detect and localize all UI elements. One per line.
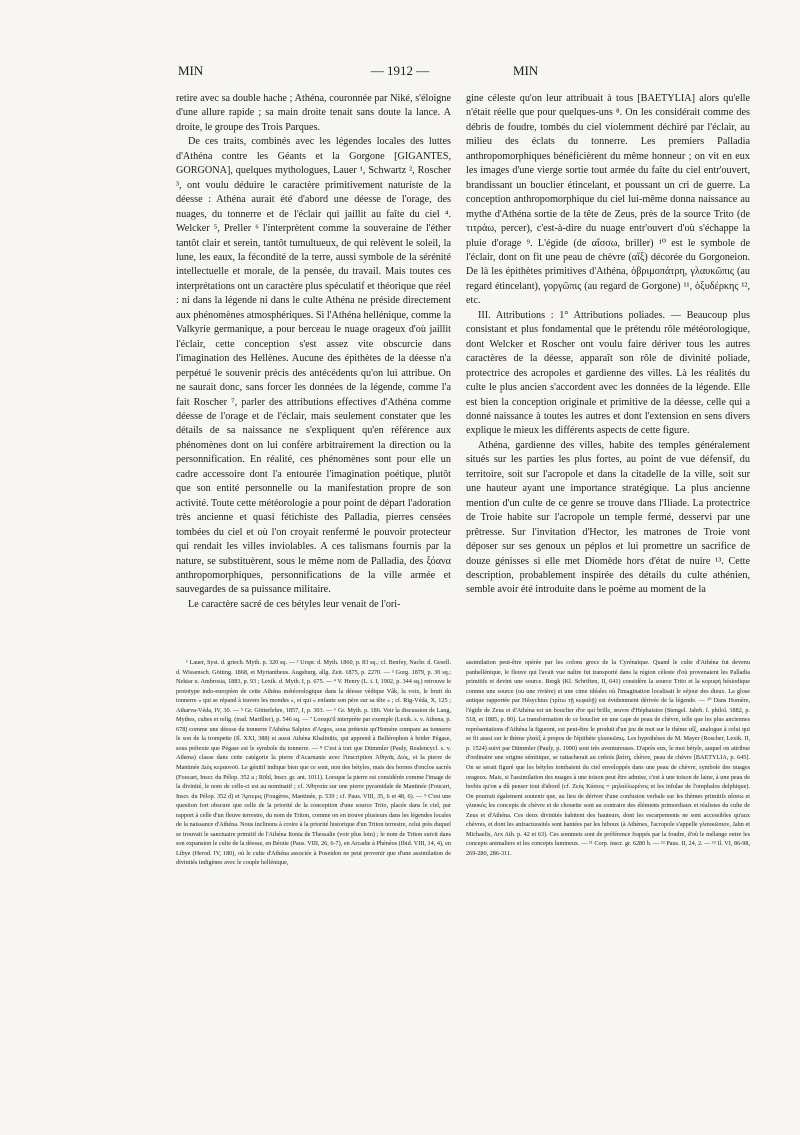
- page-number: — 1912 —: [370, 63, 430, 78]
- paragraph: Le caractère sacré de ces bétyles leur venait de l'ori-: [188, 598, 401, 610]
- paragraph: gine céleste qu'on leur attribuait à tous [BAETYLIA] alors qu'elle n'était réelle que pour quelques-uns ⁸. On les considérait comme des débris de foudre, tombés du ciel violemment déchiré par l'éclair, au milieu des éclats du tonnerre. Les premiers Palladia anthropomorphiques bénéficièrent du même honneur ; on vit en eux les images d'une vierge sortie tout armée du faîte du ciel entr'ouvert, brandissant un bouclier étincelant, et poussant un cri de guerre. La conception anthropomorphique du ciel lui-même donna naissance au mythe d'Athéna sortie de la tête de Zeus, près de la source Trito (de τιτράω, percer), c'est-à-dire du nuage entr'ouvert d'où s'échappe la pluie d'orage ⁹. L'égide (de αἴσσω, briller) ¹⁰ est le symbole de l'éclair, dont on fit une peau de chèvre (αἴξ) décorée du Gorgoneion. De là les épithètes primitives d'Athéna, ὀβριμοπάτρη, γλαυκῶπις (au regard étincelant), γοργῶπις (au regard de Gorgone) ¹¹, ὀξυδέρκης ¹², etc.: [466, 93, 750, 307]
- header-left-word: MIN: [178, 63, 204, 78]
- paragraph: retire avec sa double hache ; Athéna, couronnée par Niké, s'éloigne d'une allure rapide ; sa main droite tenait sans doute la lance. A droite, le groupe des Trois Parques.: [176, 93, 451, 133]
- footnote-block: assimilation peut-être opérée par les colons grecs de la Cyrénaïque. Quand le culte d'Athéna fut devenu panhellénique, le fleuve qui l'avait vue naître fut transporté dans la région céleste d'où provenaient les Palladia primitifs et devint une source. Bergk (Kl. Schriften, II, 641) considère la source Trito et la κορυφή hésiodique comme une source (ou une rivière) et une cime idéales où l'imagination localisait le séjour des dieux. La glose antique rapportée par Hésychius (τρίτω τῇ κεφαλῇ) est évidemment dérivée de la légende. — ¹⁰ Dans Homère, l'égide de Zeus et d'Athéna est un bouclier d'or qui brille, œuvre d'Héphaistos (Stengel. Jahrb. f. philol. 1882, p. 518, et 1885, p. 80). La transformation de ce bouclier en une cape de peau de chèvre, telle que les plus anciennes représentations d'Athéna la figurent, est peut-être le produit d'un jeu de mot sur le thème αἴξ, analogue à celui qui se fit aussi sur le thème γλαύξ à propos de l'épithète γλαυκῶπις. Les hypothèses de M. Mayer (Roscher, Lexik. II, p. 1524) suivi par Dümmler (Pauly, p. 1990) sont très aventureuses. D'après eux, le mot bétyle, auquel on attribue d'ordinaire une origine sémitique, se rattacherait au crétois βαίτη, chèvre, peau de chèvre [BAETYLIA, p. 645]. On se serait figuré que les bétyles tombaient du ciel enveloppés dans une peau de chèvre, symbole des nuages orageux. Mais, si l'assimilation des nuages à une toison peut être admise, c'est à une toison de laine, à une peau de brebis qu'on a dû penser tout d'abord (cf. Ζεὺς Κάσιος = μηλαλλωρένος et les infulae de l'omphalos delphique). On pourrait également soutenir que, au lieu de dériver d'une confusion verbale sur les thèmes primitifs αἴσσω et γλαυκός les concepts de chèvre et de chouette sont au contraire des éléments primordiaux et réalistes du culte de Zeus et d'Athéna. Ces deux divinités habitent des hauteurs, dont les escarpements ne sont accessibles qu'aux chèvres, et dont les anfractuosités sont hantées par les hiboux (à Athènes, l'acropole s'appelle γλαυκῶπιον, Jahn et Michaelis, Arx Ath. p. 42 et 63). Ces sommets sont de préférence frappés par la foudre, d'où le mélange entre les concepts animaliers et les concepts lumineux. — ¹¹ Corp. inscr. gr. 6280 b. — ¹² Paus. II, 24, 2. — ¹³ Il. VI, 86-98, 269-280, 286-311.: [466, 659, 750, 857]
- footnotes-left: [176, 658, 451, 1128]
- footnotes-right: [466, 658, 750, 1128]
- paragraph: De ces traits, combinés avec les légendes locales des luttes d'Athéna contre les Géants et la Gorgone [GIGANTES, GORGONA], quelques mythologues, Lauer ¹, Schwartz ², Roscher ³, ont voulu déduire le caractère primitivement naturiste de la déesse : Athéna aurait été d'abord une déesse de l'orage, des nuages, du tonnerre et de l'éclair qui jaillit au faîte du ciel ⁴. Welcker ⁵, Preller ⁶ l'interprètent comme la souveraine de l'éther tantôt clair et serein, tantôt tumultueux, de qui relèvent le soleil, la lune, les eaux, la fécondité de la terre, aussi symbole de la sérénité intellectuelle et morale, de la pensée, du travail. Mais toutes ces interprétations ont un caractère plus spéculatif et théorique que réel : ni dans la légende ni dans le culte Athéna ne préside directement aux phénomènes atmosphériques. Si l'Athéna hellénique, comme la Valkyrie germanique, a pour berceau le nuage orageux d'où jaillit l'éclair, cette conception s'est assez vite obscurcie dans l'imagination des Hellènes. Aucune des épithètes de la déesse n'a perpétué le souvenir précis des antécédents qu'on lui attribue. On ne saurait donc, sans forcer les données de la légende, comme l'a fait Roscher ⁷, parler des attributions effectives d'Athéna comme déesse de l'orage et de l'éclair, mais seulement constater que les détails de sa naissance ne s'expliquent qu'en référence aux phénomènes dont on lui confère arbitrairement la direction ou la personnification. En réalité, ces phénomènes sont pour elle un cadre accessoire dont l'a entourée l'imagination poétique, plutôt que son entité personnelle ou la manifestation propre de son activité. Toute cette météorologie a pour point de départ l'adoration très ancienne et quasi fétichiste des Palladia, pierres censées tombées du ciel et où l'on croyait renfermé le pouvoir protecteur qui rendait les villes inviolables. A ces talismans fournis par la nature, se substituèrent, sous le même nom de Palladia, des ξόανα anthropomorphiques, personnifications de la ville armée et sauvegardes de sa puissance militaire.: [176, 136, 451, 596]
- paragraph: Athéna, gardienne des villes, habite des temples généralement situés sur les parties les plus fortes, au point de vue défensif, du territoire, soit sur l'acropole et dans la citadelle de la ville, soit sur une hauteur ayant une importance stratégique. La plus ancienne mention d'un culte de ce genre se trouve dans l'Iliade. La protectrice de Troie habite sur l'acropole un temple fermé, desservi par une prêtresse. Sur l'invitation d'Hector, les matrones de Troie vont déposer sur ses genoux un péplos et lui promettre un sacrifice de douze génisses si elle met Diomède hors d'état de nuire ¹³. Cette description, probablement inspirée des détails du culte athénien, semble avoir été introduite dans le poème au moment de la: [466, 439, 750, 596]
- page-header: [0, 63, 800, 81]
- header-right-word: MIN: [513, 63, 539, 78]
- footnote-block: ¹ Lauer, Syst. d. griech. Myth. p. 320 sq. — ² Urspr. d. Myth. 1860, p. 83 sq.; cf. Benfey, Nachr. d. Gesell. d. Wissensch. Götting. 1868, et Myriantheus. Augsburg. allg. Zeit. 1875, p. 2270. — ³ Gorg. 1879, p. 30 sq.; Nektar u. Ambrosia, 1883, p. 93 ; Lexik. d. Myth. I, p. 675. — ⁴ V. Henry (L. t. I, 1902, p. 344 sq.) retrouve le prototype indo-européen de cette Athéna météorologique dans la déesse védique Vâk, la voix, le bruit du tonnerre « qui se répand à travers les mondes », et qui « enfante son père sur sa tête » ; cf. Rig-Véda, X, 125 ; Atharva-Véda, IV, 30. — ⁵ Gr. Götterlehre, 1857, I, p. 303. — ⁶ Gr. Myth. p. 186. Voir la discussion de Lang, Mythes, cultes et relig. (trad. Marillier), p. 546 sq. — ⁷ Lorsqu'il interprète par exemple (Lexik. s. v. Athena, p. 678) comme une déesse du tonnerre l'Athéna Salpinx d'Argos, sous prétexte qu'Homère compare au tonnerre le son de la trompette (Il. XXI, 388) et aussi Athéna Khalinitis, qui apprend à Bellérophon à brider Pégase, sous prétexte que Pégase est le symbole du tonnerre. — ⁸ C'est à tort que Dümmler (Pauly, Realencycl. s. v. Athena) classe dans cette catégorie la pierre d'Acarnanie avec l'inscription Ἀθηνᾶς Διός, et la pierre de Mantinée Διὸς κεραυνοῦ. Le génitif indique bien que ce sont, non des bétyles, mais des bornes d'enclos sacrés (Foucart, Inscr. du Pélop. 352 a ; Röhl, Inscr. gr. ant. 1011). Lorsque la pierre est considérée comme l'image de la divinité, le nom de celle-ci est au nominatif ; cf. Ἀθηναία sur une pierre pyramidale de Mantinée (Foucart, Inscr. du Pélop. 352 d) et Ἄρτεμις (Fougères, Mantinée, p. 539 ; cf. Paus. VIII, 35, 6 et 48, 6). — ⁹ C'est une question fort obscure que celle de la priorité de la conception d'une source Trito, placée dans le ciel, par rapport à celle d'un fleuve terrestre, du nom de Triton, comme on en trouve plusieurs dans les légendes locales de la naissance d'Athéna. Nous inclinons à croire à la priorité historique d'un Triton terrestre, celui près duquel se trouvait le sanctuaire primitif de l'Athéna Itonia de Thessalie (voir plus loin) ; le nom de Triton suivit dans son expansion le culte de la déesse, en Béotie (Paus. VIII, 26, 6-7), en Arcadie à Phénéos (Ibid. VIII, 14, 4), en Libye (Herod. IV, 180), où le culte d'Athéna associée à Poseidon ne peut provenir que d'une assimilation de divinités indigènes avec le couple hellénique,: [176, 659, 451, 867]
- right-column: [466, 92, 750, 652]
- left-column: [176, 92, 451, 652]
- paragraph: III. Attributions : 1° Attributions poliades. — Beaucoup plus consistant et plus fondamental que le prétendu rôle météorologique, dont Welcker et Roscher ont voulu faire dériver tous les autres caractères de la déesse, apparaît son rôle de divinité poliade, protectrice des acropoles et gardienne des villes. Là les réalités du culte le plus ancien s'accordent avec les données de la légende. Elle est bien la conception originale et primitive de la déesse, celle qui a donné naissance à toutes les autres et dont l'extension en sens divers explique le mieux les différents aspects de cette figure.: [466, 309, 750, 437]
